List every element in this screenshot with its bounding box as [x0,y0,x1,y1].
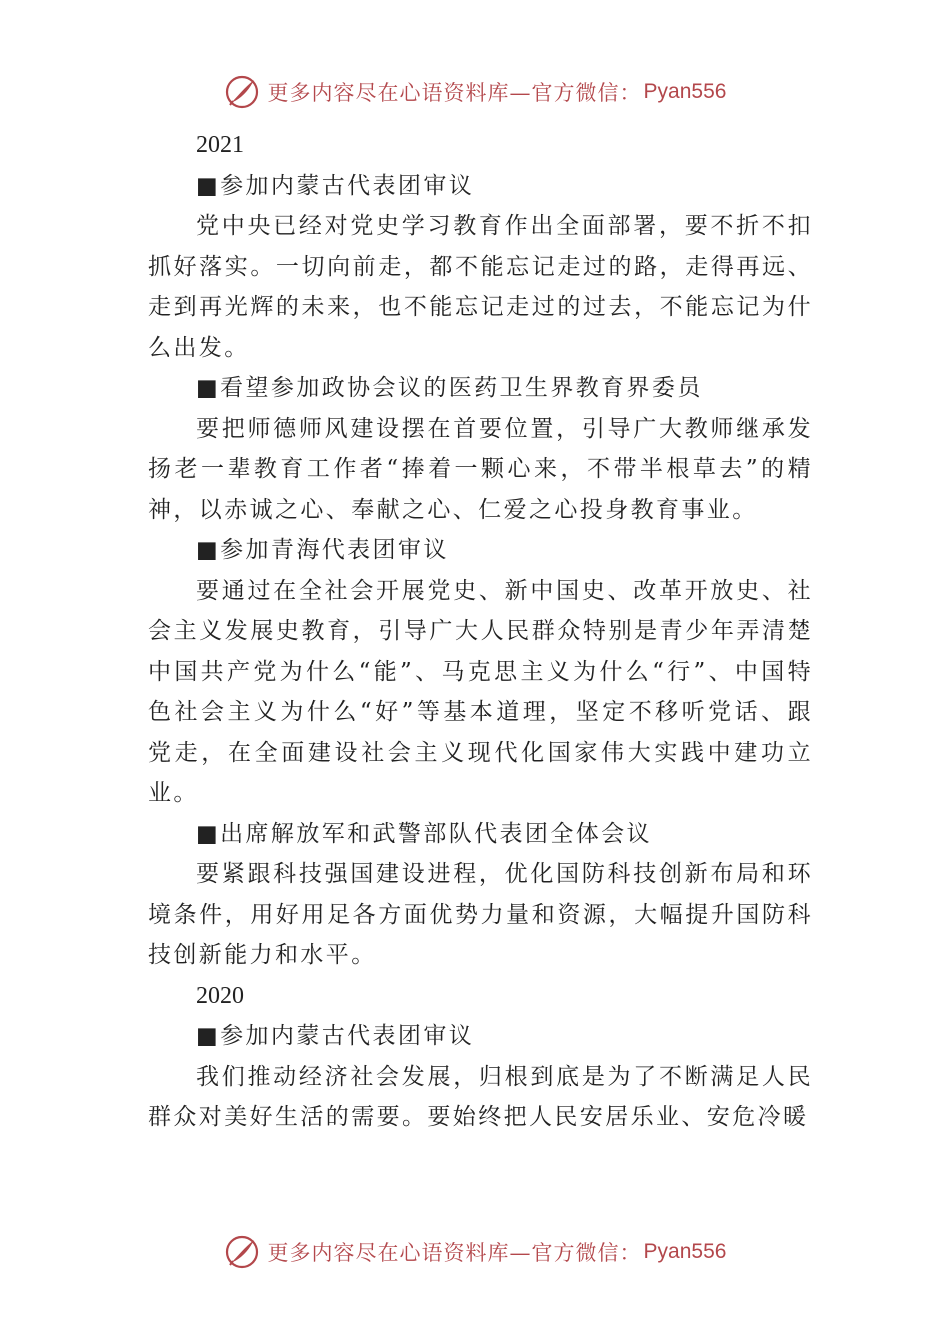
header-watermark [0,70,950,114]
footer-watermark [0,1230,950,1274]
year-heading: 2021 [196,132,244,158]
section-heading: ■出席解放军和武警部队代表团全体会议 [196,820,652,847]
body-paragraph: 要通过在全社会开展党史、新中国史、改革开放史、社会主义发展史教育，引导广大人民群众特别是青少年弄清楚中国共产党为什么“能”、马克思主义为什么“行”、中国特 色社会主义为什么“好”等基本道理，坚定不移听党话、跟 党走，在全面建设社会主义现代化国家伟大实践中建功立业。 [148,577,813,806]
quill-logo-icon [224,74,260,110]
section-heading: ■参加内蒙古代表团审议 [196,172,475,199]
section-heading: ■参加内蒙古代表团审议 [196,1023,475,1049]
section-heading: ■看望参加政协会议的医药卫生界教育界委员 [196,375,703,401]
watermark-text: 更多内容尽在心语资料库—官方微信： [267,1241,642,1265]
watermark-wechat-id: Pyan556 [643,80,727,103]
watermark-wechat-id: Pyan556 [643,1240,727,1263]
section-heading: ■参加青海代表团审议 [196,537,449,563]
quill-logo-icon [224,1234,260,1270]
body-paragraph: 要把师德师风建设摆在首要位置，引导广大教师继承发扬老一辈教育工作者“捧着一颗心来，不带半根草去”的精神，以赤诚之心、奉献之心、仁爱之心投身教育事业。 [148,415,813,523]
document-body [148,125,813,1138]
year-heading: 2020 [196,982,244,1009]
watermark-text: 更多内容尽在心语资料库—官方微信： [267,81,642,105]
body-paragraph: 要紧跟科技强国建设进程，优化国防科技创新布局和环境条件，用好用足各方面优势力量和资源，大幅提升国防科技创新能力和水平。 [148,861,813,968]
body-paragraph: 党中央已经对党史学习教育作出全面部署，要不折不扣抓好落实。一切向前走，都不能忘记走过的路，走得再远、 走到再光辉的未来，也不能忘记走过的过去，不能忘记为什么出发。 [148,213,813,361]
body-paragraph: 我们推动经济社会发展，归根到底是为了不断满足人民群众对美好生活的需要。要始终把人民安居乐业、安危冷暖 [148,1063,813,1130]
